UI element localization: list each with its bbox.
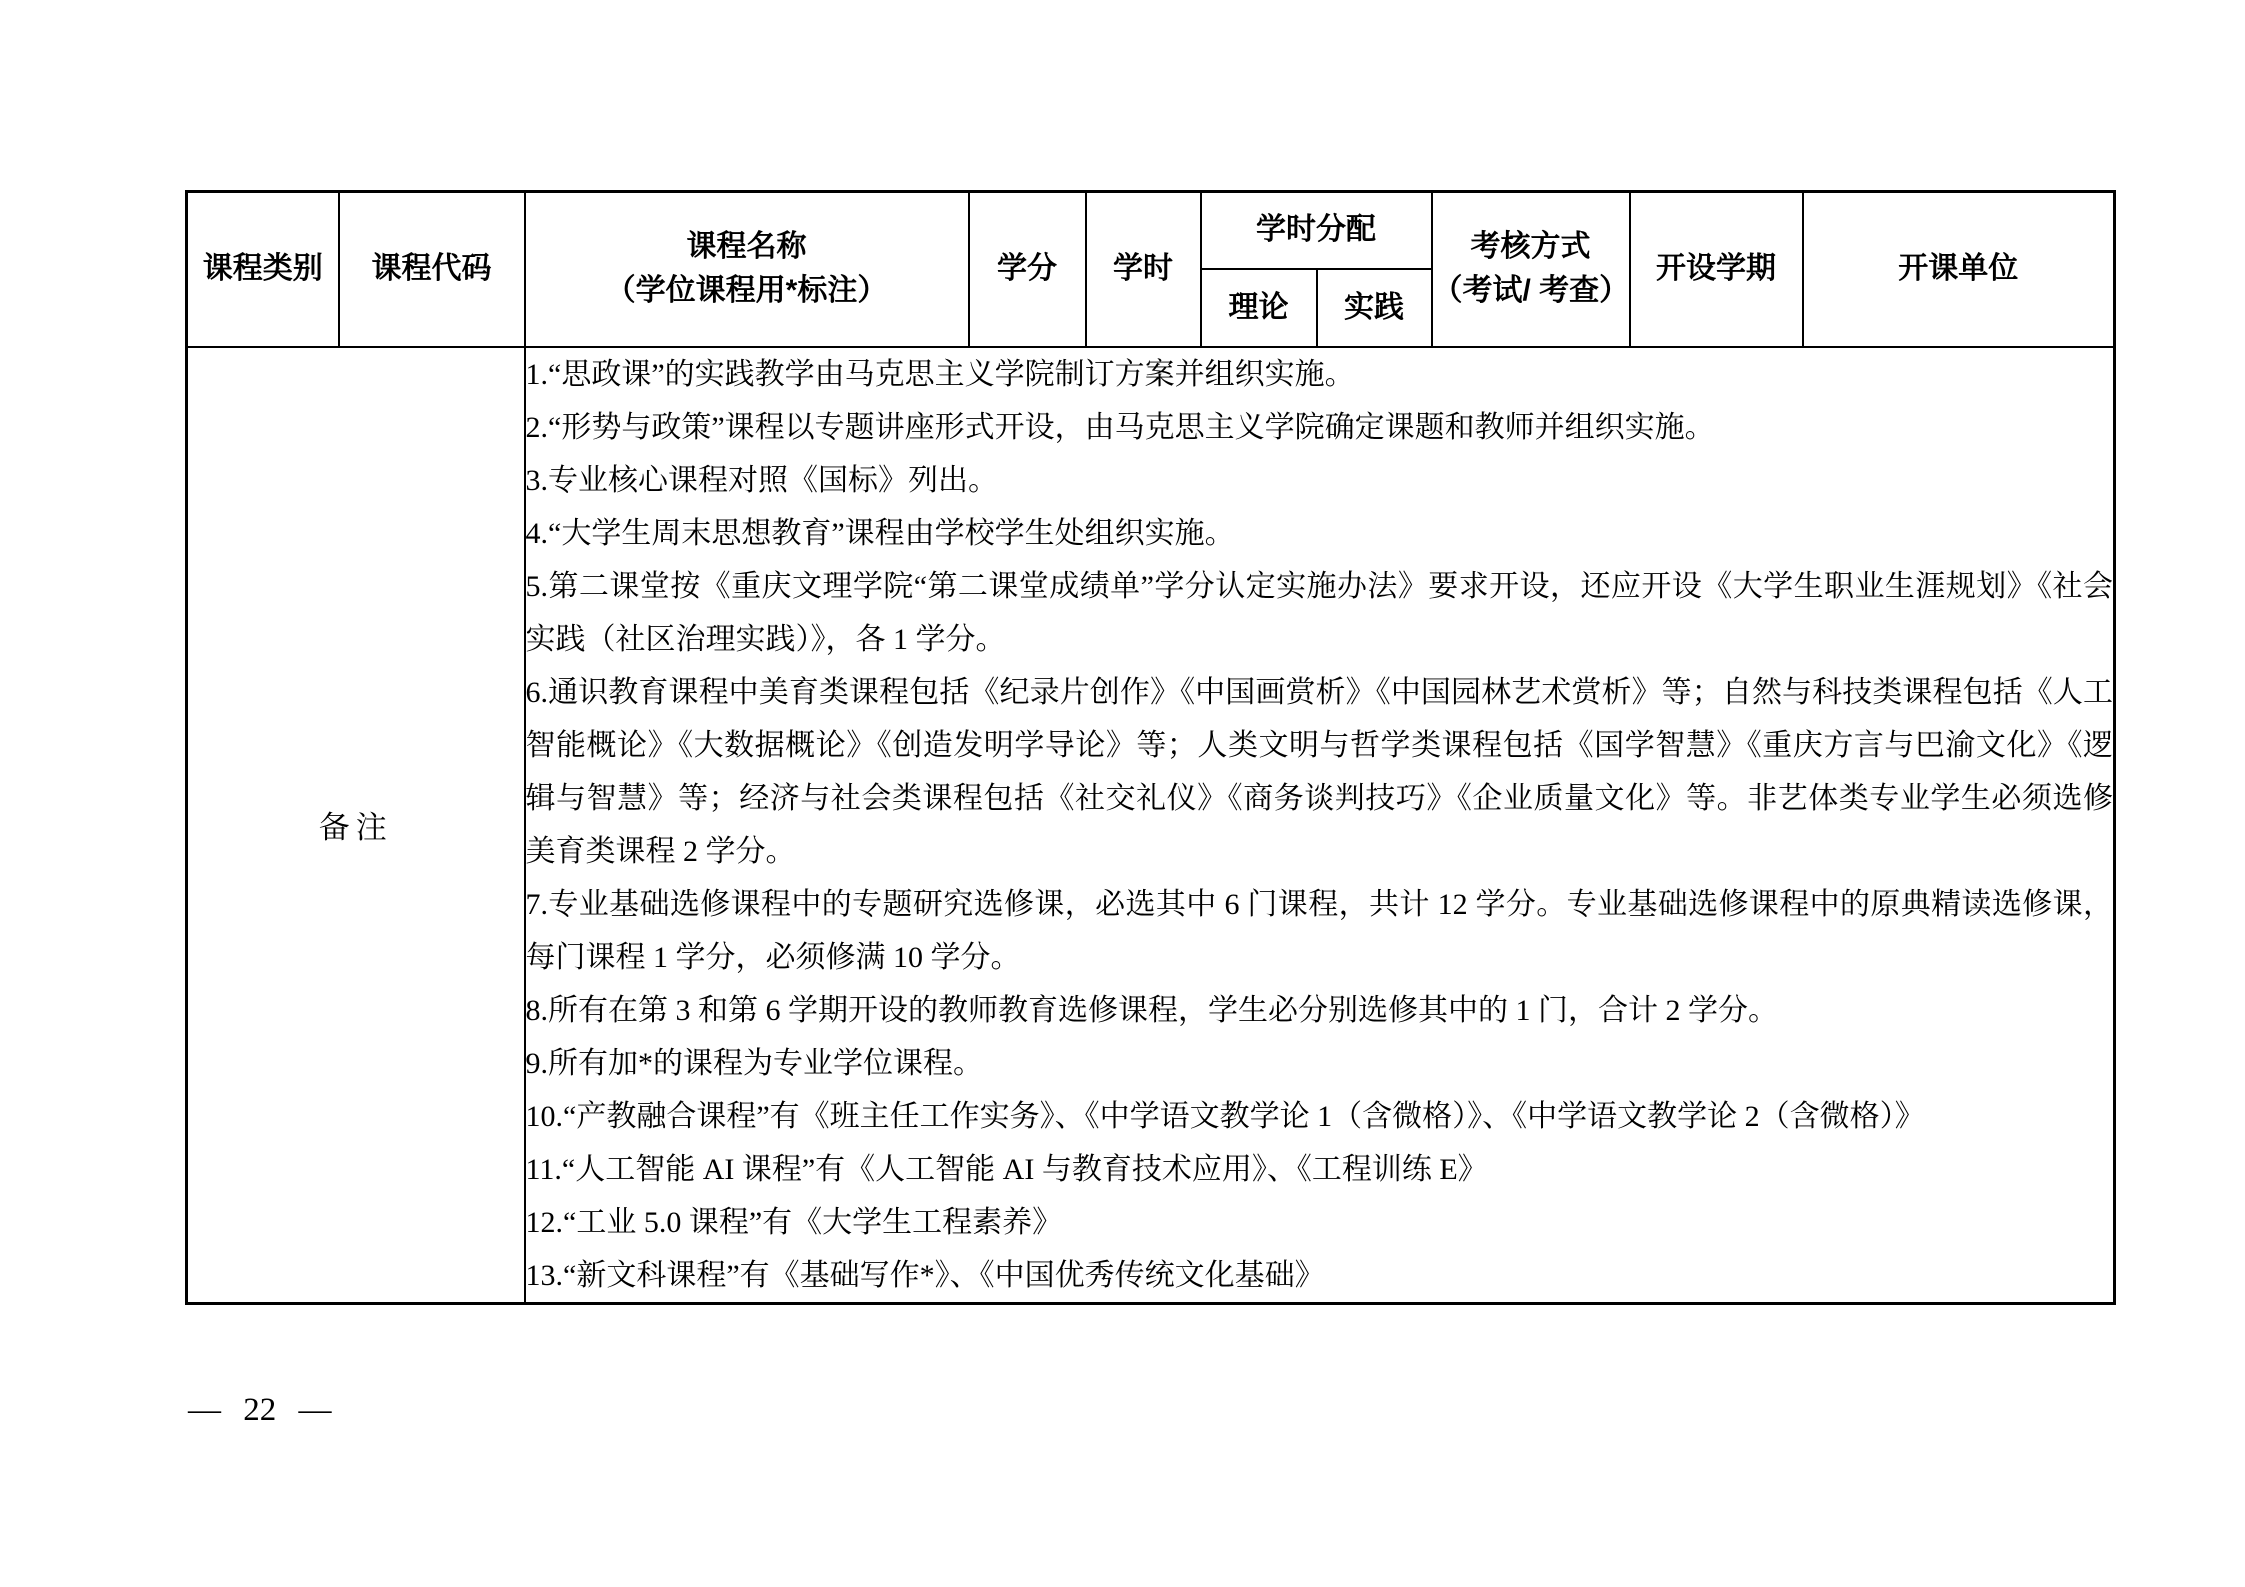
header-hours: 学时 [1086, 192, 1201, 347]
header-offering-unit: 开课单位 [1803, 192, 2115, 347]
header-course-name [525, 192, 969, 347]
header-practice-hours: 实践 [1317, 269, 1432, 347]
header-assessment-line1: 考核方式 [1470, 230, 1591, 264]
remarks-label: 备注 [187, 347, 525, 1304]
note-item-4: 4.“大学生周末思想教育”课程由学校学生处组织实施。 [525, 516, 1235, 550]
header-course-name-line2: （学位课程用*标注） [605, 274, 888, 308]
header-assessment-line2: （考试/ 考查） [1432, 274, 1630, 308]
header-semester: 开设学期 [1630, 192, 1803, 347]
note-item-12: 12.“工业 5.0 课程”有《大学生工程素养》 [525, 1205, 1063, 1239]
remarks-notes [525, 347, 2115, 1304]
note-item-10: 10.“产教融合课程”有《班主任工作实务》、《中学语文教学论 1（含微格）》、《中学语文教学论 2（含微格）》 [525, 1099, 1925, 1133]
note-item-5: 5.第二课堂按《重庆文理学院“第二课堂成绩单”学分认定实施办法》要求开设，还应开设《大学生职业生涯规划》《社会实践（社区治理实践）》，各 1 学分。 [525, 569, 2113, 656]
header-course-name-line1: 课程名称 [686, 230, 807, 264]
header-hours-allocation: 学时分配 [1201, 192, 1432, 269]
header-credits: 学分 [969, 192, 1086, 347]
note-item-7: 7.专业基础选修课程中的专题研究选修课，必选其中 6 门课程，共计 12 学分。专业基础选修课程中的原典精读选修课，每门课程 1 学分，必须修满 10 学分。 [525, 887, 2113, 974]
course-plan-table [185, 190, 2116, 1305]
page-number: — 22 — [188, 1392, 332, 1428]
note-item-6: 6.通识教育课程中美育类课程包括《纪录片创作》《中国画赏析》《中国园林艺术赏析》等；自然与科技类课程包括《人工智能概论》《大数据概论》《创造发明学导论》等；人类文明与哲学类课程包括《国学智慧》《重庆方言与巴渝文化》《逻辑与智慧》等；经济与社会类课程包括《社交礼仪》《商务谈判技巧》《企业质量文化》等。非艺体类专业学生必须选修美育类课程 2 学分。 [525, 675, 2113, 868]
header-course-code: 课程代码 [339, 192, 525, 347]
note-item-13: 13.“新文科课程”有《基础写作*》、《中国优秀传统文化基础》 [525, 1258, 1325, 1292]
header-theory-hours: 理论 [1201, 269, 1317, 347]
note-item-3: 3.专业核心课程对照《国标》列出。 [525, 463, 998, 497]
note-item-8: 8.所有在第 3 和第 6 学期开设的教师教育选修课程，学生必分别选修其中的 1 门，合计 2 学分。 [525, 993, 1778, 1027]
note-item-1: 1.“思政课”的实践教学由马克思主义学院制订方案并组织实施。 [525, 357, 1355, 391]
header-course-category: 课程类别 [187, 192, 339, 347]
note-item-9: 9.所有加*的课程为专业学位课程。 [525, 1046, 983, 1080]
note-item-11: 11.“人工智能 AI 课程”有《人工智能 AI 与教育技术应用》、《工程训练 E》 [525, 1152, 1488, 1186]
note-item-2: 2.“形势与政策”课程以专题讲座形式开设，由马克思主义学院确定课题和教师并组织实施。 [525, 410, 1715, 444]
header-assessment [1432, 192, 1630, 347]
